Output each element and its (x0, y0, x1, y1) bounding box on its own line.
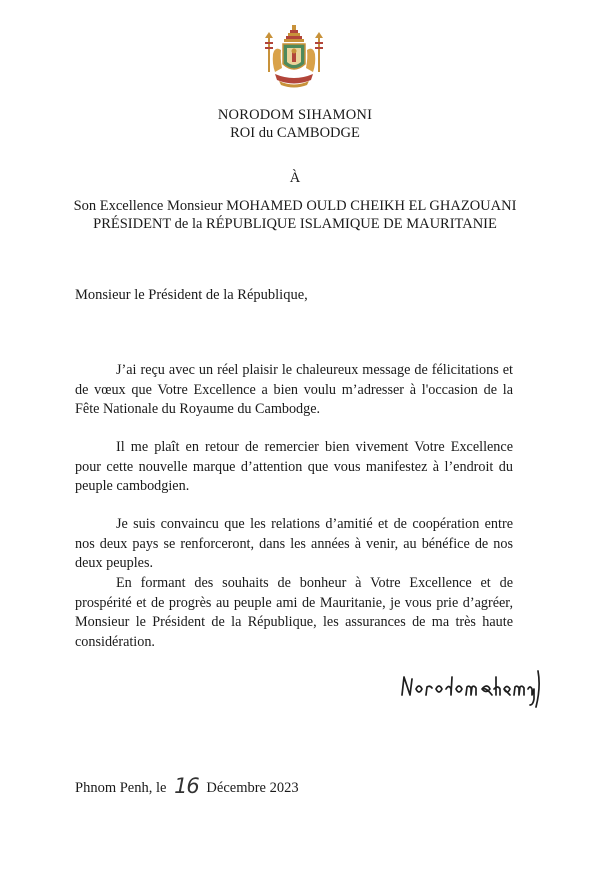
dateline (75, 773, 299, 797)
dateline-place: Phnom Penh, le (75, 780, 167, 796)
recipient-name: Son Excellence Monsieur MOHAMED OULD CHEIKH EL GHAZOUANI (73, 198, 517, 214)
royal-coat-of-arms-icon (263, 24, 325, 90)
sender-title: ROI du CAMBODGE (230, 125, 360, 141)
sender-name: NORODOM SIHAMONI (217, 107, 373, 123)
handwritten-signature (398, 665, 544, 709)
dateline-day: 16 (174, 774, 199, 798)
addressee-prefix: À (289, 170, 301, 186)
body-paragraph: J’ai reçu avec un réel plaisir le chaleureux message de félicitations et de vœux que Votre Excellence a bien voulu m’adresser à l'occasion de la Fête Nationale du Royaume du Cambodge. (75, 362, 513, 417)
body-paragraph: Je suis convaincu que les relations d’amitié et de coopération entre nos deux pays se renforceront, dans les années à venir, au bénéfice de nos deux peuples. (75, 516, 513, 571)
body-paragraph: Il me plaît en retour de remercier bien vivement Votre Excellence pour cette nouvelle marque d’attention que vous manifestez à l’endroit du peuple cambodgien. (75, 439, 513, 494)
recipient-title: PRÉSIDENT de la RÉPUBLIQUE ISLAMIQUE DE MAURITANIE (93, 216, 497, 232)
body-paragraph: En formant des souhaits de bonheur à Votre Excellence et de prospérité et de progrès au peuple ami de Mauritanie, je vous prie d’agréer, Monsieur le Président de la République, les assurances de ma très haute considération. (75, 575, 513, 650)
dateline-month-year: Décembre 2023 (206, 780, 299, 796)
salutation: Monsieur le Président de la République, (75, 287, 308, 303)
